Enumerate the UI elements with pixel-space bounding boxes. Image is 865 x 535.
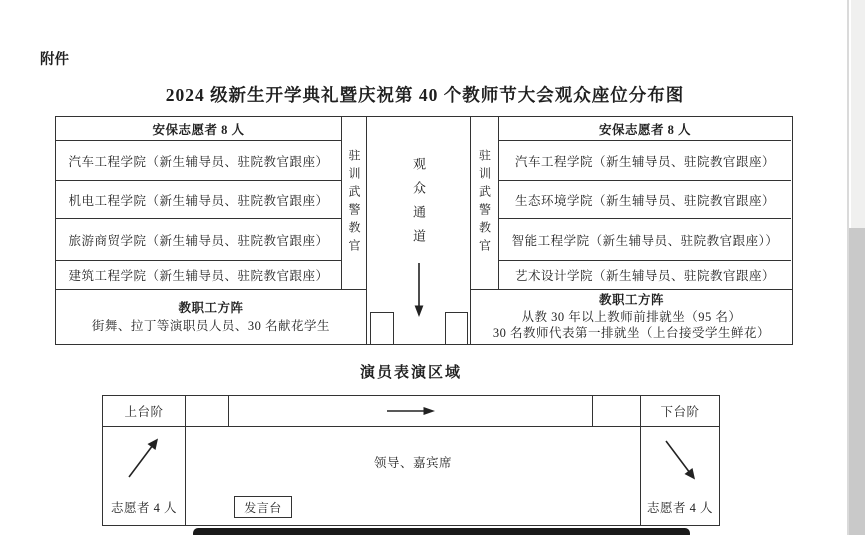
stage-top-empty-cell-right bbox=[593, 396, 641, 427]
volunteers-left-label: 志愿者 4 人 bbox=[110, 501, 177, 515]
volunteers-right-label: 志愿者 4 人 bbox=[646, 501, 713, 515]
right-faculty-title: 教职工方阵 bbox=[598, 292, 664, 307]
left-faculty-title: 教职工方阵 bbox=[178, 300, 244, 315]
right-guard-strip bbox=[471, 117, 499, 289]
podium-box bbox=[234, 496, 292, 518]
stage-direction-cell bbox=[229, 396, 593, 427]
scrollbar-track-top[interactable] bbox=[851, 0, 865, 228]
right-arrow-icon bbox=[387, 405, 435, 417]
left-faculty-cell bbox=[56, 289, 366, 344]
up-right-arrow-icon bbox=[125, 437, 163, 481]
stair-box-left bbox=[370, 312, 394, 344]
stage-table bbox=[102, 395, 720, 526]
left-college-row-4: 建筑工程学院（新生辅导员、驻院教官跟座） bbox=[68, 269, 329, 283]
page-title: 2024 级新生开学典礼暨庆祝第 40 个教师节大会观众座位分布图 bbox=[165, 85, 685, 105]
left-faculty-line: 街舞、拉丁等演职员人员、30 名献花学生 bbox=[91, 319, 331, 333]
podium-label: 发言台 bbox=[244, 500, 282, 515]
stage-front-bar bbox=[193, 528, 690, 535]
right-college-row-2: 生态环境学院（新生辅导员、驻院教官跟座） bbox=[499, 181, 791, 219]
right-faculty-cell bbox=[471, 289, 792, 344]
left-college-row-3: 旅游商贸学院（新生辅导员、驻院教官跟座） bbox=[56, 219, 341, 261]
right-faculty-line-2: 30 名教师代表第一排就坐（上台接受学生鲜花） bbox=[492, 326, 771, 341]
vip-seats-cell bbox=[186, 427, 641, 525]
down-arrow-icon bbox=[412, 263, 426, 317]
left-guard-strip-label: 驻训武警教官 bbox=[347, 149, 361, 257]
right-security-header-cell: 安保志愿者 8 人 bbox=[499, 117, 791, 141]
aisle-label: 观众通道 bbox=[411, 157, 426, 253]
down-right-arrow-icon bbox=[661, 437, 699, 481]
stair-box-right bbox=[445, 312, 468, 344]
vip-seats-label: 领导、嘉宾席 bbox=[373, 456, 452, 470]
right-faculty-line-1: 从教 30 年以上教师前排就坐（95 名） bbox=[521, 309, 742, 324]
left-college-row-2: 机电工程学院（新生辅导员、驻院教官跟座） bbox=[56, 181, 341, 219]
stage-heading: 演员表演区域 bbox=[359, 365, 462, 381]
attachment-label: 附件 bbox=[40, 52, 69, 68]
down-stairs-cell: 下台阶 bbox=[641, 396, 719, 427]
scrollbar-track-bottom[interactable] bbox=[849, 228, 865, 535]
right-college-row-4: 艺术设计学院（新生辅导员、驻院教官跟座） bbox=[514, 269, 775, 283]
left-security-header-cell: 安保志愿者 8 人 bbox=[56, 117, 341, 141]
left-guard-strip bbox=[341, 117, 366, 289]
volunteers-left-cell bbox=[103, 427, 186, 525]
seating-table bbox=[55, 116, 793, 345]
up-stairs-cell: 上台阶 bbox=[103, 396, 186, 427]
right-college-row-1: 汽车工程学院（新生辅导员、驻院教官跟座） bbox=[499, 141, 791, 181]
left-college-row-1: 汽车工程学院（新生辅导员、驻院教官跟座） bbox=[56, 141, 341, 181]
volunteers-right-cell bbox=[641, 427, 719, 525]
right-college-row-3: 智能工程学院（新生辅导员、驻院教官跟座）） bbox=[499, 219, 791, 261]
audience-aisle bbox=[366, 117, 471, 344]
stage-top-empty-cell-left bbox=[186, 396, 229, 427]
right-guard-strip-label: 驻训武警教官 bbox=[477, 149, 492, 257]
